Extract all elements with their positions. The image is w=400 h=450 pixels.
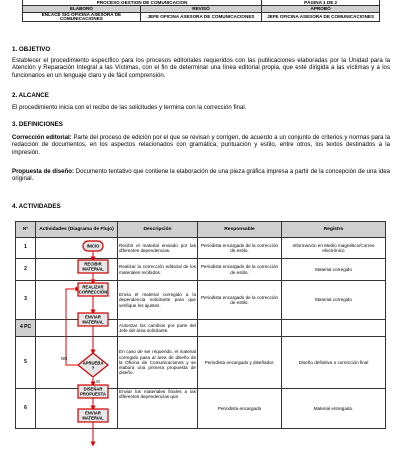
row-number: 5 (16, 337, 36, 389)
row-responsible: Periodista encargado de la corrección de estilo. (198, 238, 282, 259)
aprobo-value: JEFE OFICINA ASESORA DE COMUNICACIONES (262, 12, 380, 21)
aprueba-label-2: ? (91, 365, 95, 371)
row-description: Enviar los materiales finales a las diferentes dependencias que (118, 389, 198, 429)
section-actividades-title: 4. ACTIVIDADES (12, 203, 61, 210)
row-record: Información en Medio magnético/Correo electrónico (282, 238, 386, 259)
flow-step-realizar (78, 283, 108, 296)
section-definiciones-title: 3. DEFINICIONES (12, 121, 63, 128)
row-number: 2 (16, 259, 36, 281)
enviar2-label-1: ENVIAR (85, 410, 101, 416)
elaboro-label: ELABORÓ (23, 6, 141, 13)
row-description: Envía el material corregido a la dependencia solicitante para que verifique los ajustes. (118, 281, 198, 320)
enviar2-label-2: MATERIAL (82, 415, 104, 421)
definition-propuesta (12, 168, 390, 183)
arrow-no-loop (66, 289, 78, 365)
col-header-descripcion: Descripción (118, 222, 198, 238)
definition-correccion-term: Corrección editorial: (12, 134, 72, 141)
row-number: 4 PC (16, 320, 36, 337)
row-responsible: Periodista encargado de la corrección de estilo. (198, 281, 282, 320)
flow-diagram (56, 236, 130, 450)
row-description: Recibir el material enviado por las diferentes dependencias. (118, 238, 198, 259)
row-responsible: Periodista encargado de la corrección de estilo. (198, 259, 282, 281)
flow-decision-aprueba (61, 353, 108, 384)
col-header-registro: Registro (282, 222, 386, 238)
col-header-num: N° (16, 222, 36, 238)
flow-step-enviar (78, 313, 108, 326)
row-description: Realizar la corrección editorial de los materiales recibidos. (118, 259, 198, 281)
definition-propuesta-term: Propuesta de diseño: (12, 168, 75, 175)
definition-correccion-text: Parte del proceso de edición por el que se revisan y corrigen, de acuerdo a un conjunto de criterios y normas para la redacción de documentos, en los aspectos relacionados con gramática, puntuación y estilo, entre otros, los textos destinados a la impresión. (12, 134, 390, 156)
row-number: 1 (16, 238, 36, 259)
enviar-label-1: ENVIAR (85, 314, 101, 320)
section-objetivo-text: Establecer el procedimiento específico para los procesos editoriales requeridos con las publicaciones elaboradas por la Unidad para la Atención y Reparación Integral a las Víctimas, con el fin de determinar una línea editorial propia, que esté dirigida a las víctimas y a los funcionarios en un lenguaje claro y de fácil comprensión. (12, 57, 390, 79)
row-responsible (198, 320, 282, 337)
disenar-label-2: PROPUESTA (80, 391, 106, 397)
page-number: PÁGINA 1 DE 2 (262, 0, 380, 6)
reviso-value: JEFE OFICINA ASESORA DE COMUNICACIONES (140, 12, 261, 21)
enviar-label-2: MATERIAL (82, 319, 104, 325)
section-alcance-text: El procedimiento inicia con el recibo de las solicitudes y termina con la corrección final. (12, 104, 247, 111)
flow-step-recibir (78, 260, 108, 273)
realizar-label-2: CORRECCIÓN (78, 289, 108, 295)
recibir-label-1: RECIBIR (84, 261, 102, 267)
definition-propuesta-text: Documento tentativo que contiene la elaboración de una pieza gráfica impresa a partir de la concepción de una idea original. (12, 168, 390, 183)
realizar-label-1: REALIZAR (82, 284, 104, 290)
row-record: Material entregado. (282, 389, 386, 429)
row-description: Autorizar los cambios por parte del Jefe del área solicitante. (118, 320, 198, 337)
row-number: 3 (16, 281, 36, 320)
elaboro-value: ENLACE SIG OFICINA ASESORA DE COMUNICACIONES (23, 12, 141, 21)
si-label: SI (96, 379, 100, 384)
flow-start (83, 241, 103, 251)
reviso-label: REVISÓ (140, 6, 261, 13)
aprueba-label-1: APRUEBA (82, 360, 104, 366)
section-objetivo-title: 1. OBJETIVO (12, 46, 51, 53)
row-record (282, 320, 386, 337)
document-header (22, 0, 380, 22)
aprobo-label: APROBÓ (262, 6, 380, 13)
col-header-actividades: Actividades (Diagrama de Flujo) (36, 222, 118, 238)
inicio-label: INICIO (86, 243, 100, 249)
definition-correccion (12, 134, 390, 156)
row-record: Material corregido (282, 259, 386, 281)
recibir-label-2: MATERIAL (82, 266, 104, 272)
process-name: PROCESO GESTION DE COMUNICACION (23, 0, 262, 6)
no-label: NO (61, 356, 68, 361)
col-header-responsable: Responsable (198, 222, 282, 238)
row-record: Material corregido (282, 281, 386, 320)
row-responsible: Periodista encargado (198, 389, 282, 429)
flow-step-disenar (78, 385, 108, 398)
section-alcance-title: 2. ALCANCE (12, 92, 49, 99)
row-record: Diseño definitivo o corrección final (282, 337, 386, 389)
row-number: 6 (16, 389, 36, 429)
flow-step-enviar-final (78, 409, 108, 422)
row-description: En caso de ser requerido, el material corregido pasa al área de diseño de la Oficina de Comunicaciones y se elabora una primera propuesta de diseño. (118, 337, 198, 389)
disenar-label-1: DISEÑAR (83, 386, 103, 392)
row-responsible: Periodista encargado y diseñador. (198, 337, 282, 389)
